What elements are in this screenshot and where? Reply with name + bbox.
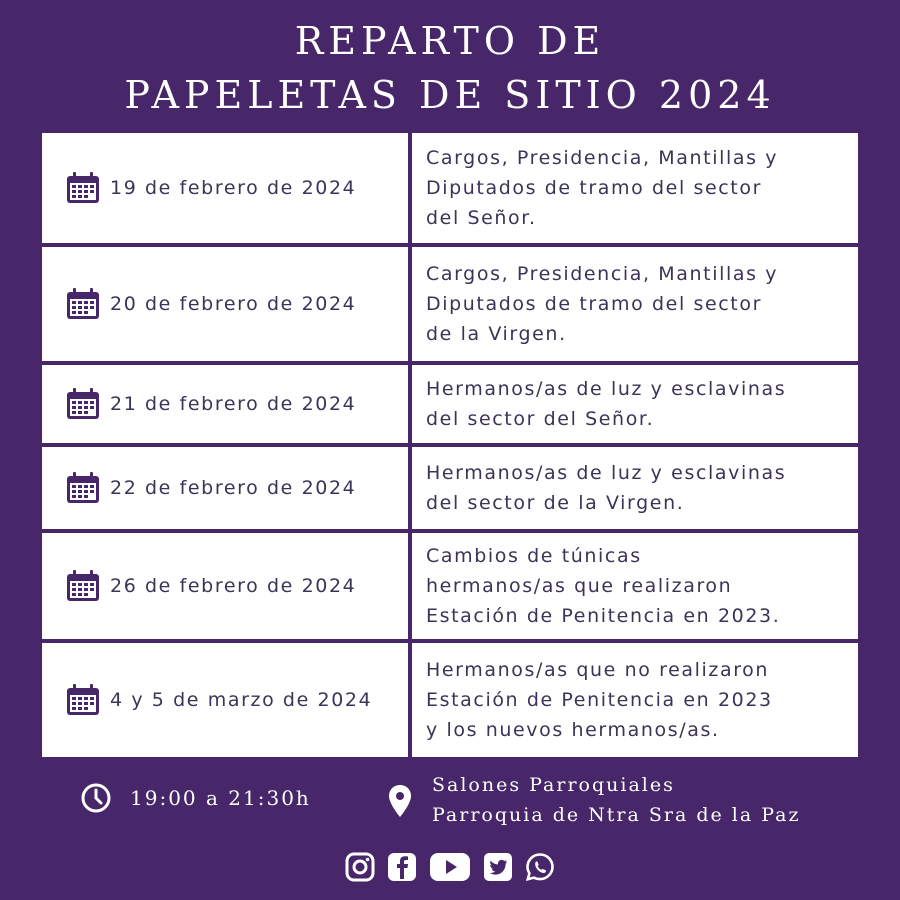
schedule-row bbox=[42, 365, 858, 443]
description-line: Estación de Penitencia en 2023. bbox=[426, 605, 781, 627]
twitter-icon[interactable] bbox=[483, 852, 513, 882]
hours-info bbox=[80, 782, 311, 814]
description-line: del sector de la Virgen. bbox=[426, 492, 685, 514]
location-info bbox=[388, 770, 801, 830]
date-cell bbox=[42, 643, 408, 757]
description-line: Diputados de tramo del sector bbox=[426, 293, 762, 315]
description-line: de la Virgen. bbox=[426, 323, 567, 345]
date-label: 22 de febrero de 2024 bbox=[110, 477, 357, 499]
description-line: Hermanos/as que no realizaron bbox=[426, 659, 770, 681]
description-line: Hermanos/as de luz y esclavinas bbox=[426, 462, 787, 484]
description-line: y los nuevos hermanos/as. bbox=[426, 719, 720, 741]
date-label: 26 de febrero de 2024 bbox=[110, 575, 357, 597]
social-icons bbox=[345, 852, 555, 882]
date-cell bbox=[42, 365, 408, 443]
calendar-icon bbox=[66, 288, 100, 320]
schedule-row bbox=[42, 643, 858, 757]
date-label: 21 de febrero de 2024 bbox=[110, 393, 357, 415]
date-label: 19 de febrero de 2024 bbox=[110, 177, 357, 199]
instagram-icon[interactable] bbox=[345, 852, 375, 882]
date-cell bbox=[42, 533, 408, 639]
date-cell bbox=[42, 133, 408, 243]
schedule-row bbox=[42, 533, 858, 639]
description-line: Cargos, Presidencia, Mantillas y bbox=[426, 147, 779, 169]
description-cell bbox=[412, 247, 858, 361]
description-line: Cargos, Presidencia, Mantillas y bbox=[426, 263, 779, 285]
calendar-icon bbox=[66, 684, 100, 716]
title-line-2: PAPELETAS DE SITIO 2024 bbox=[124, 73, 776, 117]
description-cell bbox=[412, 365, 858, 443]
description-cell bbox=[412, 133, 858, 243]
schedule-row bbox=[42, 447, 858, 529]
date-label: 4 y 5 de marzo de 2024 bbox=[110, 689, 373, 711]
description-line: hermanos/as que realizaron bbox=[426, 575, 733, 597]
calendar-icon bbox=[66, 388, 100, 420]
schedule-table bbox=[42, 133, 858, 757]
description-line: Hermanos/as de luz y esclavinas bbox=[426, 378, 787, 400]
description-line: Estación de Penitencia en 2023 bbox=[426, 689, 773, 711]
description-cell bbox=[412, 447, 858, 529]
description-line: del Señor. bbox=[426, 207, 537, 229]
schedule-row bbox=[42, 247, 858, 361]
description-cell bbox=[412, 533, 858, 639]
calendar-icon bbox=[66, 570, 100, 602]
page-title bbox=[0, 14, 900, 122]
youtube-icon[interactable] bbox=[429, 852, 471, 882]
description-line: Diputados de tramo del sector bbox=[426, 177, 762, 199]
date-label: 20 de febrero de 2024 bbox=[110, 293, 357, 315]
date-cell bbox=[42, 247, 408, 361]
description-line: del sector del Señor. bbox=[426, 408, 655, 430]
facebook-icon[interactable] bbox=[387, 852, 417, 882]
location-pin-icon bbox=[388, 784, 412, 818]
calendar-icon bbox=[66, 172, 100, 204]
description-cell bbox=[412, 643, 858, 757]
location-line-2: Parroquia de Ntra Sra de la Paz bbox=[432, 804, 801, 826]
clock-icon bbox=[80, 782, 112, 814]
whatsapp-icon[interactable] bbox=[525, 852, 555, 882]
hours-text: 19:00 a 21:30h bbox=[130, 786, 311, 810]
date-cell bbox=[42, 447, 408, 529]
schedule-row bbox=[42, 133, 858, 243]
location-line-1: Salones Parroquiales bbox=[432, 774, 675, 796]
description-line: Cambios de túnicas bbox=[426, 545, 642, 567]
calendar-icon bbox=[66, 472, 100, 504]
title-line-1: REPARTO DE bbox=[294, 19, 606, 63]
